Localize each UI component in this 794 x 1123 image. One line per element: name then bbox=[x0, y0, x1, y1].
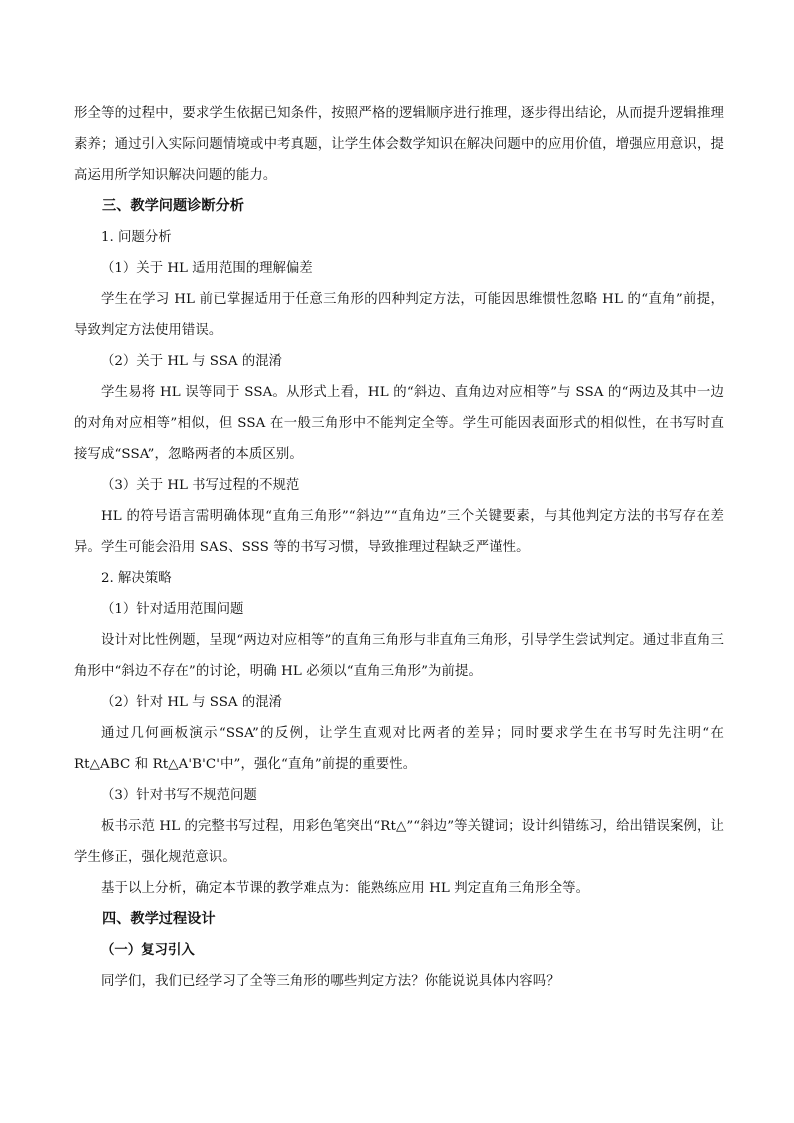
subheading-hl-ssa-confusion: （2）关于 HL 与 SSA 的混淆 bbox=[101, 354, 283, 369]
subheading-problem-analysis: 1. 问题分析 bbox=[101, 230, 172, 245]
document-page bbox=[74, 98, 724, 997]
subheading-ssa-solution: （2）针对 HL 与 SSA 的混淆 bbox=[101, 695, 283, 710]
paragraph-hl-writing: HL 的符号语言需明确体现“直角三角形”“斜边”“直角边”三个关键要素，与其他判定方法的书写存在差异。学生可能会沿用 SAS、SSS 等的书写习惯，导致推理过程缺乏严谨性。 bbox=[74, 509, 724, 555]
paragraph-teaching-difficulty: 基于以上分析，确定本节课的教学难点为：能熟练应用 HL 判定直角三角形全等。 bbox=[101, 881, 590, 896]
paragraph-scope-solution: 设计对比性例题，呈现“两边对应相等”的直角三角形与非直角三角形，引导学生尝试判定。通过非直角三角形中“斜边不存在”的讨论，明确 HL 必须以“直角三角形”为前提。 bbox=[74, 633, 724, 679]
paragraph-writing-solution: 板书示范 HL 的完整书写过程，用彩色笔突出“Rt△”“斜边”等关键词；设计纠错练习，给出错误案例，让学生修正，强化规范意识。 bbox=[74, 819, 724, 865]
subheading-review-intro: （一）复习引入 bbox=[101, 942, 195, 958]
paragraph-hl-ssa-confusion: 学生易将 HL 误等同于 SSA。从形式上看，HL 的“斜边、直角边对应相等”与 SSA 的“两边及其中一边的对角对应相等”相似，但 SSA 在一般三角形中不能判定全等。学生可能因表面形式的相似性，在书写时直接写成“SSA”，忽略两者的本质区别。 bbox=[74, 385, 724, 462]
paragraph-intro-continuation: 形全等的过程中，要求学生依据已知条件，按照严格的逻辑顺序进行推理，逐步得出结论，从而提升逻辑推理素养；通过引入实际问题情境或中考真题，让学生体会数学知识在解决问题中的应用价值，增强应用意识，提高运用所学知识解决问题的能力。 bbox=[74, 106, 724, 183]
subheading-scope-solution: （1）针对适用范围问题 bbox=[101, 602, 244, 617]
subheading-solutions: 2. 解决策略 bbox=[101, 571, 172, 586]
section-heading-problem-diagnosis: 三、教学问题诊断分析 bbox=[102, 198, 244, 214]
paragraph-hl-scope: 学生在学习 HL 前已掌握适用于任意三角形的四种判定方法，可能因思维惯性忽略 HL 的“直角”前提，导致判定方法使用错误。 bbox=[74, 292, 724, 338]
subheading-writing-solution: （3）针对书写不规范问题 bbox=[101, 788, 257, 803]
subheading-hl-scope: （1）关于 HL 适用范围的理解偏差 bbox=[101, 261, 313, 276]
section-heading-teaching-process: 四、教学过程设计 bbox=[102, 911, 216, 927]
subheading-hl-writing: （3）关于 HL 书写过程的不规范 bbox=[101, 478, 300, 493]
paragraph-review-question: 同学们，我们已经学习了全等三角形的哪些判定方法？你能说说具体内容吗？ bbox=[101, 974, 560, 989]
paragraph-ssa-solution: 通过几何画板演示“SSA”的反例，让学生直观对比两者的差异；同时要求学生在书写时先注明“在 Rt△ABC 和 Rt△A'B'C'中”，强化“直角”前提的重要性。 bbox=[74, 726, 724, 772]
